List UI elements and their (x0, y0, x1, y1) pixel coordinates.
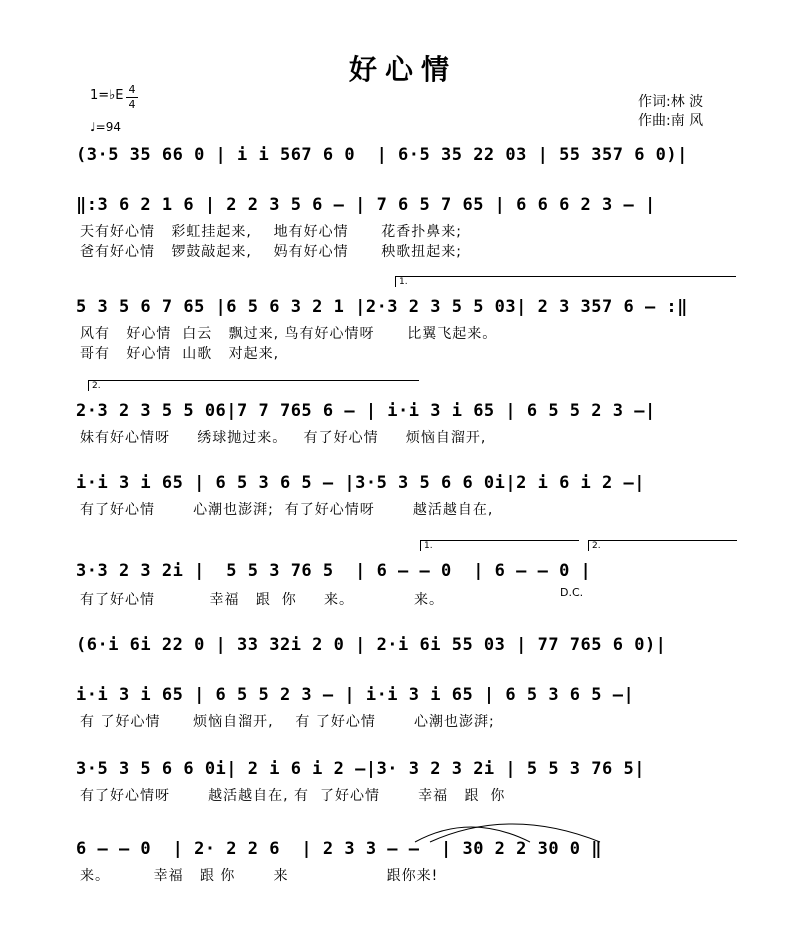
lyric-row-6: 有了好心情 幸福 跟 你 来。 来。 (80, 592, 444, 608)
time-signature (126, 84, 138, 111)
staff-row-1: (3·5 35 66 0 | i i 567 6 0 | 6·5 35 22 03 | 55 357 6 0)| (76, 145, 688, 165)
staff-row-7: (6·i 6i 22 0 | 33 32i 2 0 | 2·i 6i 55 03 | 77 765 6 0)| (76, 635, 667, 655)
volta-bracket-1b: 1. (420, 540, 579, 551)
key-label: 1=♭E (90, 88, 124, 103)
key-signature (90, 83, 136, 111)
lyric-row-3-verse-2: 哥有 好心情 山歌 对起来, (80, 346, 280, 362)
lyricist: 作词:林 波 (638, 94, 704, 110)
lyric-row-4: 妹有好心情呀 绣球抛过来。 有了好心情 烦恼自溜开, (80, 430, 487, 446)
lyric-row-3-verse-1: 风有 好心情 白云 飘过来, 鸟有好心情呀 比翼飞起来。 (80, 326, 498, 342)
time-bottom: 4 (128, 98, 136, 111)
lyric-row-5: 有了好心情 心潮也澎湃; 有了好心情呀 越活越自在, (80, 502, 494, 518)
volta-bracket-1: 1. (395, 276, 736, 287)
staff-row-3: 5 3 5 6 7 65 |6 5 6 3 2 1 |2·3 2 3 5 5 03| 2 3 357 6 – :‖ (76, 297, 688, 317)
time-top: 4 (128, 83, 136, 96)
credits (638, 93, 703, 131)
lyric-row-9: 有了好心情呀 越活越自在, 有 了好心情 幸福 跟 你 (80, 788, 506, 804)
volta-bracket-2: 2. (88, 380, 419, 391)
staff-row-6: 3·3 2 3 2i | 5 5 3 76 5 | 6 – – 0 | 6 – – 0 | (76, 561, 592, 581)
staff-row-5: i·i 3 i 65 | 6 5 3 6 5 – |3·5 3 5 6 6 0i|2 i 6 i 2 –| (76, 473, 645, 493)
staff-row-9: 3·5 3 5 6 6 0i| 2 i 6 i 2 –|3· 3 2 3 2i | 5 5 3 76 5| (76, 759, 645, 779)
lyric-row-2-verse-2: 爸有好心情 锣鼓敲起来, 妈有好心情 秧歌扭起来; (80, 244, 463, 260)
lyric-row-2-verse-1: 天有好心情 彩虹挂起来, 地有好心情 花香扑鼻来; (80, 224, 463, 240)
composer: 作曲:南 风 (638, 113, 704, 129)
staff-row-4: 2·3 2 3 5 5 06|7 7 765 6 – | i·i 3 i 65 | 6 5 5 2 3 –| (76, 401, 656, 421)
da-capo-mark: D.C. (560, 586, 584, 599)
song-title: 好心情 (348, 53, 457, 86)
lyric-row-10: 来。 幸福 跟 你 来 跟你来! (80, 868, 439, 884)
volta-bracket-2b: 2. (588, 540, 737, 551)
staff-row-2: ‖:3 6 2 1 6 | 2 2 3 5 6 – | 7 6 5 7 65 | 6 6 6 2 3 – | (76, 195, 656, 215)
lyric-row-8: 有 了好心情 烦恼自溜开, 有 了好心情 心潮也澎湃; (80, 714, 495, 730)
staff-row-10: 6 – – 0 | 2· 2 2 6 | 2 3 3 – – | 30 2 2 30 0 ‖ (76, 839, 603, 859)
tempo-mark: ♩=94 (90, 120, 121, 134)
staff-row-8: i·i 3 i 65 | 6 5 5 2 3 – | i·i 3 i 65 | 6 5 3 6 5 –| (76, 685, 635, 705)
